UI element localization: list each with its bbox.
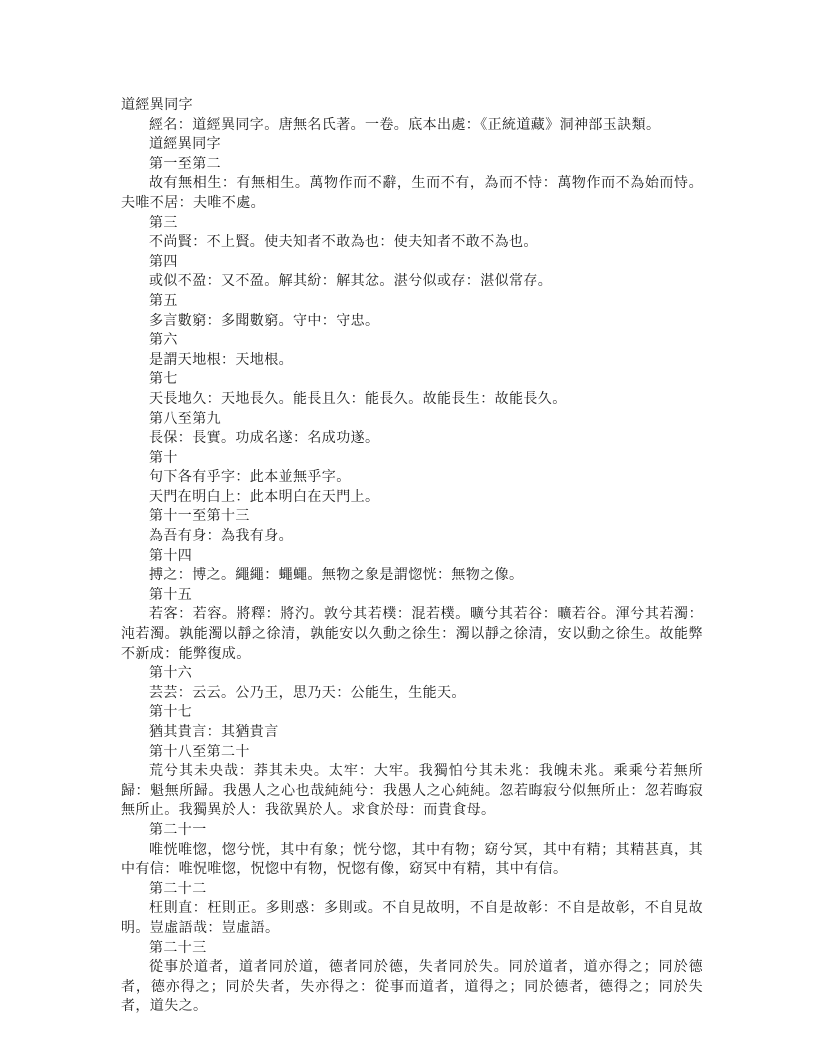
- chapter-text: 長保：長實。功成名遂：名成功遂。: [149, 430, 380, 447]
- chapter-heading: 第三: [149, 214, 178, 231]
- chapter-heading: 第十八至第二十: [149, 743, 250, 760]
- chapter-text: 從事於道者，道者同於道，德者同於德，失者同於失。同於道者，道亦得之；同於德者，德亦得之；同於失者，失亦得之：從事而道者，道得之；同於德者，德得之；同於失者，道失之。: [121, 959, 703, 1015]
- chapter-text: 荒兮其未央哉：莽其未央。太牢：大牢。我獨怕兮其未兆：我魄未兆。乘乘兮若無所歸：魁無所歸。我愚人之心也哉純純兮：我愚人之心純純。忽若晦寂兮似無所止：忽若晦寂無所止。我獨異於人：我欲異於人。求食於母：而貴食母。: [121, 763, 703, 819]
- chapter-text: 枉則直：枉則正。多則惑：多則或。不自見故明，不自是故彰：不自是故彰，不自見故明。豈虛語哉：豈虛語。: [121, 900, 703, 936]
- chapter-text: 多言數窮：多聞數窮。守中：守忠。: [149, 312, 380, 329]
- chapter-text: 天長地久：天地長久。能長且久：能長久。故能長生：故能長久。: [149, 390, 567, 407]
- chapter-heading: 第十五: [149, 586, 193, 603]
- chapter-heading: 第十四: [149, 547, 193, 564]
- chapter-heading: 第二十一: [149, 821, 207, 838]
- chapter-text: 句下各有乎字：此本並無乎字。: [149, 469, 351, 486]
- chapter-heading: 第八至第九: [149, 410, 221, 427]
- document-page: [121, 96, 703, 1017]
- chapter-heading: 第五: [149, 292, 178, 309]
- chapter-text: 為吾有身：為我有身。: [149, 528, 293, 545]
- chapter-heading: 第二十三: [149, 939, 207, 956]
- chapter-text: 或似不盈：又不盈。解其紛：解其忿。湛兮似或存：湛似常存。: [149, 273, 553, 290]
- chapter-heading: 第二十二: [149, 880, 207, 897]
- chapter-text: 故有無相生：有無相生。萬物作而不辭，生而不有，為而不恃：萬物作而不為始而恃。夫唯不居：夫唯不處。: [121, 175, 703, 211]
- chapter-text: 搏之：博之。繩繩：蠅蠅。無物之象是謂惚恍：無物之像。: [149, 567, 524, 584]
- document-body: [121, 116, 703, 1017]
- chapter-heading: 第十六: [149, 665, 193, 682]
- chapter-heading: 第四: [149, 253, 178, 270]
- chapter-heading: 第一至第二: [149, 155, 221, 172]
- metadata-line: 經名：道經異同字。唐無名氏著。一卷。底本出處：《正統道藏》洞神部玉訣類。: [149, 116, 661, 133]
- chapter-heading: 第七: [149, 371, 178, 388]
- chapter-text: 不尚賢：不上賢。使夫知者不敢為也：使夫知者不敢不為也。: [149, 234, 538, 251]
- chapter-heading: 第六: [149, 332, 178, 349]
- chapter-text: 天門在明白上：此本明白在天門上。: [149, 488, 380, 505]
- document-title: 道經異同字: [121, 97, 193, 113]
- chapter-text: 若客：若容。將釋：將汋。敦兮其若樸：混若樸。曠兮其若谷：曠若谷。渾兮其若濁：沌若濁。孰能濁以靜之徐清，孰能安以久動之徐生：濁以靜之徐清，安以動之徐生。故能弊不新成：能弊復成。: [121, 606, 703, 662]
- chapter-text: 是謂天地根：天地根。: [149, 351, 293, 368]
- chapter-text: 猶其貴言：其猶貴言: [149, 724, 279, 740]
- chapter-heading: 第十一至第十三: [149, 508, 250, 525]
- section-heading: 道經異同字: [149, 136, 221, 153]
- chapter-text: 芸芸：云云。公乃王，思乃天：公能生，生能天。: [149, 684, 466, 701]
- chapter-heading: 第十: [149, 449, 178, 466]
- chapter-text: 唯恍唯惚，惚兮恍，其中有象；恍兮惚，其中有物；窈兮冥，其中有精；其精甚真，其中有信：唯怳唯惚，怳惚中有物，怳惚有像，窈冥中有精，其中有信。: [121, 841, 703, 878]
- chapter-heading: 第十七: [149, 704, 193, 721]
